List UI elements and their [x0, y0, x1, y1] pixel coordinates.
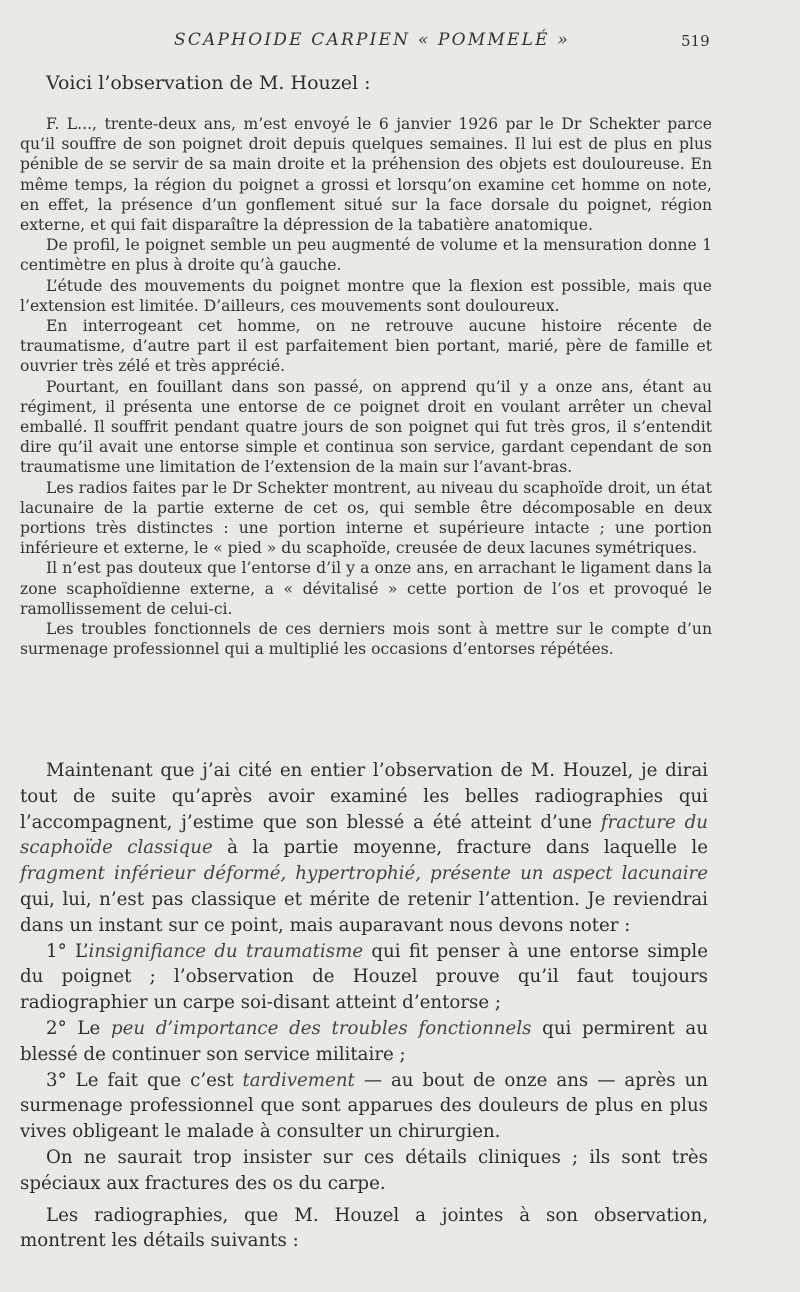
text-run: à la partie moyenne, fracture dans laquelle le: [212, 837, 708, 859]
observation-paragraph: De profil, le poignet semble un peu augmenté de volume et la mensuration donne 1 centimètre en plus à droite qu’à gauche.: [20, 236, 712, 275]
observation-paragraph: Pourtant, en fouillant dans son passé, on apprend qu’il y a onze ans, étant au régiment, il présenta une entorse de ce poignet droit en voulant arrêter un cheval emballé. Il souffrit pendant quatre jours de son poignet qui fut très gros, il s’entendit dire qu’il avait une entorse simple et continua son service, gardant cependant de son traumatisme une limitation de l’extension de la main sur l’avant-bras.: [20, 377, 712, 477]
text-run: Maintenant que j’ai cité en entier l’observation de M. Houzel, je dirai tout de suite qu’après avoir examiné les belles radiographies qui l’accompagnent, j’estime que son blessé a été atteint d’une: [20, 760, 708, 833]
observation-paragraph: Les troubles fonctionnels de ces derniers mois sont à mettre sur le compte d’un surmenage professionnel qui a multiplié les occasions d’entorses répétées.: [20, 620, 712, 659]
text-run: qui permirent au blessé de continuer son service militaire ;: [20, 1017, 708, 1065]
observation-intro: Voici l’observation de M. Houzel :: [46, 72, 371, 94]
page-number: 519: [681, 32, 710, 50]
body-paragraph: [20, 1068, 708, 1145]
emphasis: peu d’importance des troubles fonctionnels: [110, 1017, 532, 1039]
observation-paragraph: F. L..., trente-deux ans, m’est envoyé le 6 janvier 1926 par le Dr Schekter parce qu’il souffre de son poignet droit depuis quelques semaines. Il lui est de plus en plus pénible de se servir de sa main droite et la préhension des objets est douloureuse. En même temps, la région du poignet a grossi et lorsqu’on examine cet homme on note, en effet, la présence d’un gonflement situé sur la face dorsale du poignet, région externe, et qui fait disparaître la dépression de la tabatière anatomique.: [20, 115, 712, 235]
emphasis: insignifiance du traumatisme: [88, 940, 364, 962]
observation-paragraph: L’étude des mouvements du poignet montre que la flexion est possible, mais que l’extension est limitée. D’ailleurs, ces mouvements sont douloureux.: [20, 276, 712, 315]
text-run: 3° Le fait que c’est: [46, 1069, 243, 1091]
observation-paragraph: Les radios faites par le Dr Schekter montrent, au niveau du scaphoïde droit, un état lacunaire de la partie externe de cet os, qui semble être décomposable en deux portions très distinctes : une portion interne et supérieure intacte ; une portion inférieure et externe, le « pied » du scaphoïde, creusée de deux lacunes symétriques.: [20, 478, 712, 558]
body-paragraph: [20, 758, 708, 939]
text-run: qui fit penser à une entorse simple du poignet ; l’observation de Houzel prouve qu’il faut toujours radiographier un carpe soi-disant atteint d’entorse ;: [20, 940, 709, 1014]
observation-block: [20, 114, 712, 659]
emphasis: fragment inférieur déformé, hypertrophié, présente un aspect lacunaire: [20, 863, 708, 885]
emphasis: tardivement: [242, 1069, 355, 1091]
observation-paragraph: En interrogeant cet homme, on ne retrouve aucune histoire récente de traumatisme, d’autre part il est parfaitement bien portant, marié, père de famille et ouvrier très zélé et très apprécié.: [20, 317, 712, 376]
text-run: — au bout de onze ans — après un surmenage professionnel que sont apparues des douleurs de plus en plus vives obligeant le malade à consulter un chirurgien.: [20, 1069, 708, 1143]
main-text: [20, 758, 708, 1254]
emphasis: fracture du scaphoïde classique: [20, 811, 709, 859]
running-head: [0, 30, 800, 54]
body-paragraph: [20, 1016, 708, 1068]
body-paragraph: Les radiographies, que M. Houzel a jointes à son observation, montrent les détails suivants :: [20, 1204, 708, 1252]
observation-paragraph: Il n’est pas douteux que l’entorse d’il y a onze ans, en arrachant le ligament dans la zone scaphoïdienne externe, a « dévitalisé » cette portion de l’os et provoqué le ramollissement de celui-ci.: [20, 559, 712, 618]
text-run: qui, lui, n’est pas classique et mérite de retenir l’attention. Je reviendrai dans un instant sur ce point, mais auparavant nous devons noter :: [20, 888, 708, 936]
body-paragraph: On ne saurait trop insister sur ces détails cliniques ; ils sont très spéciaux aux fractures des os du carpe.: [20, 1146, 708, 1194]
text-run: 2° Le: [46, 1017, 111, 1039]
body-paragraph: [20, 939, 708, 1016]
text-run: 1° L’: [46, 940, 89, 962]
running-title: SCAPHOIDE CARPIEN « POMMELÉ »: [174, 30, 570, 50]
